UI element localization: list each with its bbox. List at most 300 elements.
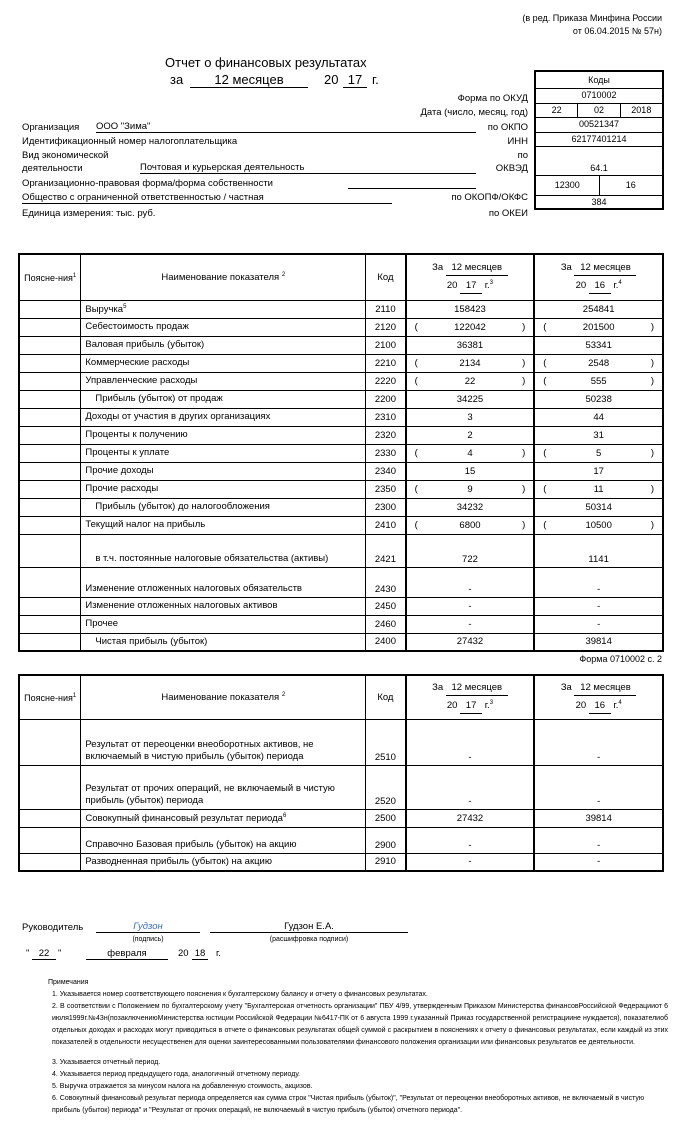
table-row — [19, 809, 663, 827]
row-explanation — [19, 444, 81, 462]
row-value-text: 15 — [464, 465, 476, 477]
row-code: 2430 — [366, 567, 406, 597]
row-value-text: 158423 — [454, 303, 486, 315]
row-value-text: 5 — [596, 447, 602, 459]
col2-year: 16 — [589, 278, 611, 294]
row-value-current — [406, 633, 535, 651]
unit-label: Единица измерения: тыс. руб. — [22, 208, 156, 219]
row-value-text: 36381 — [456, 339, 484, 351]
row-name-text: Коммерческие расходы — [85, 357, 190, 368]
paren-open: ( — [543, 357, 547, 369]
row-name — [81, 390, 366, 408]
paren-close: ) — [650, 321, 654, 333]
row-explanation — [19, 597, 81, 615]
okopf-label: по ОКОПФ/ОКФС — [451, 192, 528, 203]
row-value-previous — [534, 336, 663, 354]
header2-explanation-note: 1 — [72, 693, 77, 700]
row-value-previous — [534, 597, 663, 615]
row-name-note: 6 — [282, 813, 287, 820]
activity-value: Почтовая и курьерская деятельность — [140, 162, 476, 174]
row-code: 2910 — [366, 853, 406, 871]
row-value-text: 2134 — [459, 357, 481, 369]
note-4: 4. Указывается период предыдущего года, аналогичный отчетному периоду. — [52, 1071, 301, 1078]
row-code: 2510 — [366, 719, 406, 765]
activity-label-1: Вид экономической — [22, 150, 109, 161]
row-name-text: Доходы от участия в других организациях — [85, 411, 271, 422]
paren-close: ) — [522, 447, 526, 459]
col1-year-suffix: г. — [484, 280, 490, 292]
row-name — [81, 765, 366, 809]
row-value-text: 39814 — [585, 812, 612, 824]
row-value-previous — [534, 426, 663, 444]
row-name — [81, 300, 366, 318]
row-value-previous — [534, 444, 663, 462]
row-explanation — [19, 336, 81, 354]
table-row — [19, 390, 663, 408]
signature: Гудзон — [96, 921, 200, 933]
row-value-text: - — [597, 751, 601, 763]
row-value-previous — [534, 480, 663, 498]
row-value-text: - — [468, 795, 472, 807]
signature-caption: (подпись) — [132, 936, 164, 943]
row-explanation — [19, 516, 81, 534]
col2-top: За — [560, 262, 572, 274]
col1-period: 12 месяцев — [446, 260, 508, 276]
notes-block — [48, 977, 668, 1117]
row-value-current — [406, 719, 535, 765]
row-value-text: 11 — [593, 483, 604, 495]
col1-note: 3 — [489, 280, 494, 287]
row-explanation — [19, 567, 81, 597]
table-row — [19, 534, 663, 567]
row-value-text: - — [597, 600, 601, 612]
row-code: 2210 — [366, 354, 406, 372]
paren-close: ) — [522, 321, 526, 333]
paren-open: ( — [414, 357, 418, 369]
row-value-text: 201500 — [582, 321, 615, 333]
row-code: 2410 — [366, 516, 406, 534]
row-name-text: Прибыль (убыток) от продаж — [95, 393, 223, 404]
col2-period: 12 месяцев — [574, 260, 636, 276]
row-value-previous — [534, 462, 663, 480]
row-code: 2110 — [366, 300, 406, 318]
row-value-text: - — [468, 751, 472, 763]
edition-note — [522, 12, 662, 38]
paren-close: ) — [522, 357, 526, 369]
header2-name-text: Наименование показателя — [161, 691, 280, 703]
row-value-current — [406, 809, 535, 827]
row-value-text: 4 — [467, 447, 473, 459]
row-explanation — [19, 809, 81, 827]
row-value-previous — [534, 567, 663, 597]
okud-value: 0710002 — [581, 90, 617, 100]
row-value-previous — [534, 372, 663, 390]
table-row — [19, 853, 663, 871]
row-explanation — [19, 300, 81, 318]
okved-label-2: ОКВЭД — [495, 163, 528, 174]
row-name-text: Изменение отложенных налоговых обязательств — [85, 582, 302, 594]
header2-name — [81, 675, 366, 719]
row-name — [81, 809, 366, 827]
paren-open: ( — [414, 519, 418, 531]
row-value-previous — [534, 534, 663, 567]
org-label: Организация — [22, 122, 80, 133]
row-name-text: Результат от прочих операций, не включаемый в чистую прибыль (убыток) периода — [85, 782, 335, 806]
paren-open: ( — [543, 447, 547, 459]
header2-explanation — [19, 675, 81, 719]
header-period-current — [406, 254, 535, 300]
sign-year-suffix: г. — [216, 948, 221, 959]
row-explanation — [19, 480, 81, 498]
row-name-text: Проценты к получению — [85, 429, 188, 440]
date-month: 02 — [577, 104, 619, 118]
header-period-previous — [534, 254, 663, 300]
row-name — [81, 516, 366, 534]
note-1: 1. Указывается номер соответствующего пояснения к бухгалтерскому балансу и отчету о финансовых результатах. — [52, 991, 428, 998]
row-value-text: 10500 — [585, 519, 612, 531]
row-name-note: 5 — [123, 304, 127, 311]
row-name — [81, 827, 366, 853]
row-name-text: Управленческие расходы — [85, 375, 198, 386]
row-name — [81, 444, 366, 462]
okud-label: Форма по ОКУД — [457, 93, 528, 104]
table-header-2 — [19, 675, 663, 719]
row-name — [81, 354, 366, 372]
row-value-text: - — [468, 600, 472, 612]
row-value-text: - — [468, 618, 472, 630]
col1-year: 17 — [460, 278, 482, 294]
row-value-previous — [534, 300, 663, 318]
row-explanation — [19, 827, 81, 853]
row-value-previous — [534, 498, 663, 516]
header-explanation-text: Поясне-ния — [24, 273, 73, 284]
row-value-current — [406, 853, 535, 871]
row-value-text: 722 — [462, 553, 478, 565]
table-row — [19, 300, 663, 318]
row-name-text: Себестоимость продаж — [85, 321, 189, 332]
paren-open: ( — [543, 483, 547, 495]
row-value-text: 31 — [593, 429, 604, 441]
row-value-text: 39814 — [585, 636, 612, 648]
col2-period-2: 12 месяцев — [574, 680, 636, 696]
table-row — [19, 480, 663, 498]
col1-year-prefix: 20 — [446, 280, 458, 292]
paren-close: ) — [522, 375, 526, 387]
row-explanation — [19, 354, 81, 372]
header-explanation — [19, 254, 81, 300]
row-explanation — [19, 719, 81, 765]
paren-open: ( — [543, 321, 547, 333]
note-6: 6. Совокупный финансовый результат периода определяется как сумма строк "Чистая прибыль (убыток)", "Результат от переоценки внеоборотных активов, не включаемый в чистую прибыль (убыток) периода" и "Результат от прочих операций, не включаемый в чистую прибыль (убыток) отчетного периода". — [52, 1095, 645, 1114]
org-name: ООО "Зима" — [96, 121, 476, 133]
table-row — [19, 318, 663, 336]
row-name-text: Прочие расходы — [85, 483, 159, 494]
header2-name-note: 2 — [281, 691, 286, 698]
row-explanation — [19, 462, 81, 480]
header-name — [81, 254, 366, 300]
row-value-text: - — [597, 795, 601, 807]
row-value-previous — [534, 354, 663, 372]
paren-open: ( — [543, 519, 547, 531]
report-title: Отчет о финансовых результатах — [165, 55, 367, 70]
taxpayer-id-label: Идентификационный номер налогоплательщика — [22, 136, 238, 147]
paren-open: ( — [414, 321, 418, 333]
row-value-text: 34225 — [456, 393, 484, 405]
row-name — [81, 534, 366, 567]
row-name-text: Прибыль (убыток) до налогообложения — [95, 501, 270, 512]
row-code: 2900 — [366, 827, 406, 853]
row-code: 2460 — [366, 615, 406, 633]
row-value-text: - — [468, 856, 472, 868]
head-name-caption: (расшифровка подписи) — [269, 936, 349, 943]
row-value-current — [406, 426, 535, 444]
codes-block — [534, 70, 664, 210]
row-value-text: 3 — [467, 411, 473, 423]
row-value-previous — [534, 765, 663, 809]
row-value-text: 254841 — [582, 303, 615, 315]
row-value-text: - — [597, 583, 601, 595]
row-value-text: - — [468, 839, 472, 851]
row-explanation — [19, 615, 81, 633]
row-explanation — [19, 390, 81, 408]
row-value-previous — [534, 318, 663, 336]
paren-open: ( — [414, 447, 418, 459]
table-row — [19, 765, 663, 809]
row-value-previous — [534, 809, 663, 827]
table-row — [19, 498, 663, 516]
row-value-current — [406, 354, 535, 372]
date-quote-open: " — [26, 948, 30, 959]
row-value-text: 34232 — [456, 501, 484, 513]
date-year: 2018 — [620, 104, 662, 118]
header-code: Код — [366, 254, 406, 300]
row-value-text: 50314 — [585, 501, 612, 513]
row-code: 2220 — [366, 372, 406, 390]
paren-close: ) — [650, 519, 654, 531]
row-value-current — [406, 480, 535, 498]
note-2: 2. В соответствии с Положением по бухгалтерскому учету "Бухгалтерская отчетность организации" ПБУ 4/99, утвержденным Приказом Министерства финансовРоссийской Федерацииот 6 июля1999г.№43н(позаключениюМинистерства юстиции Российской Федерации №6417-ПК от 6 августа 1999 г.указанный Приказ государственной регистрациине нуждается), показателиоб отдельных доходах и расходах могут приводиться в отчете о финансовых результатах общей суммой с раскрытием в пояснениях к отчету о финансовых результатах, если каждый из этих показателей в отдельности несущественен для оценки заинтересованными пользователями финансового положения организации или финансовых результатов ее деятельности. — [52, 1003, 668, 1046]
row-code: 2320 — [366, 426, 406, 444]
row-explanation — [19, 534, 81, 567]
row-value-current — [406, 516, 535, 534]
comprehensive-results-table — [18, 674, 664, 872]
row-value-previous — [534, 853, 663, 871]
table-row — [19, 444, 663, 462]
row-code: 2330 — [366, 444, 406, 462]
row-value-text: 27432 — [456, 636, 484, 648]
row-explanation — [19, 633, 81, 651]
row-value-text: 9 — [467, 483, 473, 495]
row-name — [81, 408, 366, 426]
row-value-text: 6800 — [459, 519, 481, 531]
row-name-text: Текущий налог на прибыль — [85, 519, 206, 530]
row-name-text: в т.ч. постоянные налоговые обязательства (активы) — [95, 552, 329, 564]
row-name — [81, 853, 366, 871]
row-value-text: 22 — [464, 375, 476, 387]
row-value-text: - — [468, 583, 472, 595]
table-row — [19, 336, 663, 354]
okved-label-1: по — [517, 150, 528, 161]
row-code: 2200 — [366, 390, 406, 408]
row-value-current — [406, 444, 535, 462]
row-name-text: Справочно Базовая прибыль (убыток) на акцию — [85, 838, 297, 850]
row-value-text: - — [597, 618, 601, 630]
row-value-text: 27432 — [456, 812, 484, 824]
row-name-text: Выручка — [85, 304, 124, 316]
table-row — [19, 827, 663, 853]
sign-day: 22 — [32, 948, 56, 960]
table-row — [19, 516, 663, 534]
paren-close: ) — [522, 483, 526, 495]
header2-period-current — [406, 675, 535, 719]
codes-title: Коды — [588, 75, 610, 85]
table-row — [19, 372, 663, 390]
header-name-text: Наименование показателя — [161, 271, 280, 283]
row-explanation — [19, 853, 81, 871]
note-5: 5. Выручка отражается за минусом налога на добавленную стоимость, акцизов. — [52, 1083, 313, 1090]
row-value-current — [406, 597, 535, 615]
row-value-text: - — [597, 856, 601, 868]
table-row — [19, 597, 663, 615]
row-code: 2120 — [366, 318, 406, 336]
row-value-previous — [534, 633, 663, 651]
page2-label: Форма 0710002 с. 2 — [579, 654, 662, 664]
row-value-current — [406, 408, 535, 426]
sign-year-prefix: 20 — [178, 948, 189, 959]
year-prefix: 20 — [324, 72, 339, 87]
row-name — [81, 719, 366, 765]
row-value-current — [406, 390, 535, 408]
paren-close: ) — [650, 357, 654, 369]
row-code: 2500 — [366, 809, 406, 827]
row-name-text: Изменение отложенных налоговых активов — [85, 600, 278, 611]
row-name — [81, 336, 366, 354]
okpo-label: по ОКПО — [487, 122, 528, 133]
row-name — [81, 498, 366, 516]
row-explanation — [19, 426, 81, 444]
row-name — [81, 372, 366, 390]
row-value-previous — [534, 390, 663, 408]
row-code: 2300 — [366, 498, 406, 516]
notes-title: Примечания — [48, 979, 89, 986]
col1-year-2: 17 — [460, 698, 482, 714]
table-row — [19, 633, 663, 651]
row-value-text: 2548 — [588, 357, 610, 369]
col1-top-2: За — [432, 682, 444, 694]
row-explanation — [19, 372, 81, 390]
row-value-text: 53341 — [585, 339, 612, 351]
row-value-previous — [534, 408, 663, 426]
period-prefix: за — [170, 72, 184, 87]
row-value-previous — [534, 827, 663, 853]
col1-top: За — [432, 262, 444, 274]
paren-close: ) — [650, 447, 654, 459]
row-value-text: 1141 — [588, 553, 609, 565]
report-period — [168, 72, 398, 90]
table-row — [19, 354, 663, 372]
row-code: 2400 — [366, 633, 406, 651]
row-value-text: 555 — [590, 375, 607, 387]
row-value-current — [406, 318, 535, 336]
row-name-text: Прочее — [85, 618, 119, 629]
paren-close: ) — [522, 519, 526, 531]
row-name — [81, 480, 366, 498]
paren-close: ) — [650, 483, 654, 495]
paren-open: ( — [414, 483, 418, 495]
row-explanation — [19, 318, 81, 336]
period-value: 12 месяцев — [190, 72, 308, 88]
table-row — [19, 719, 663, 765]
activity-label-2: деятельности — [22, 163, 83, 174]
paren-open: ( — [414, 375, 418, 387]
row-value-text: 44 — [593, 411, 604, 423]
row-name-text: Результат от переоценки внеоборотных активов, не включаемый в чистую прибыль (убыток) периода — [85, 738, 314, 762]
edition-line-2: от 06.04.2015 № 57н) — [572, 26, 662, 36]
row-value-current — [406, 372, 535, 390]
legal-form-line — [348, 188, 476, 189]
row-name-text: Чистая прибыль (убыток) — [95, 635, 208, 647]
row-value-text: 50238 — [585, 393, 612, 405]
row-name-text: Валовая прибыль (убыток) — [85, 339, 205, 350]
row-name-text: Прочие доходы — [85, 465, 154, 476]
table-header — [19, 254, 663, 300]
date-label: Дата (число, месяц, год) — [420, 107, 528, 118]
row-name-text: Разводненная прибыль (убыток) на акцию — [85, 855, 272, 867]
row-value-text: 17 — [593, 465, 604, 477]
header2-code: Код — [366, 675, 406, 719]
row-name — [81, 597, 366, 615]
row-name — [81, 462, 366, 480]
row-code: 2421 — [366, 534, 406, 567]
col2-note-2: 4 — [618, 700, 622, 707]
row-name — [81, 567, 366, 597]
okei-label: по ОКЕИ — [488, 208, 528, 219]
paren-open: ( — [543, 375, 547, 387]
year-value: 17 — [343, 72, 367, 88]
year-suffix: г. — [372, 72, 379, 87]
okei-value: 384 — [591, 197, 607, 207]
col1-year-suffix-2: г. — [484, 700, 490, 712]
row-name-text: Совокупный финансовый результат периода — [85, 813, 283, 825]
row-value-current — [406, 498, 535, 516]
row-value-text: 2 — [467, 429, 473, 441]
table-row — [19, 426, 663, 444]
col2-year-prefix: 20 — [575, 280, 587, 292]
financial-results-table — [18, 253, 664, 652]
header-name-note: 2 — [281, 271, 286, 278]
row-explanation — [19, 765, 81, 809]
inn-label: ИНН — [507, 136, 528, 147]
edition-line-1: (в ред. Приказа Минфина России — [522, 13, 662, 23]
table-row — [19, 408, 663, 426]
row-name — [81, 615, 366, 633]
row-value-text: 122042 — [454, 321, 486, 333]
legal-form-label: Организационно-правовая форма/форма собственности — [22, 178, 273, 189]
okpo-value: 00521347 — [578, 119, 620, 129]
header2-explanation-text: Поясне-ния — [24, 693, 73, 704]
inn-value: 6217740121​4 — [571, 133, 627, 144]
row-value-current — [406, 462, 535, 480]
col2-note: 4 — [618, 280, 622, 287]
okved-value: 64.1 — [590, 163, 608, 173]
col2-top-2: За — [560, 682, 572, 694]
header2-period-previous — [534, 675, 663, 719]
row-name — [81, 426, 366, 444]
col2-year-suffix: г. — [613, 280, 619, 292]
row-value-current — [406, 827, 535, 853]
paren-close: ) — [650, 375, 654, 387]
row-value-text: - — [597, 839, 601, 851]
